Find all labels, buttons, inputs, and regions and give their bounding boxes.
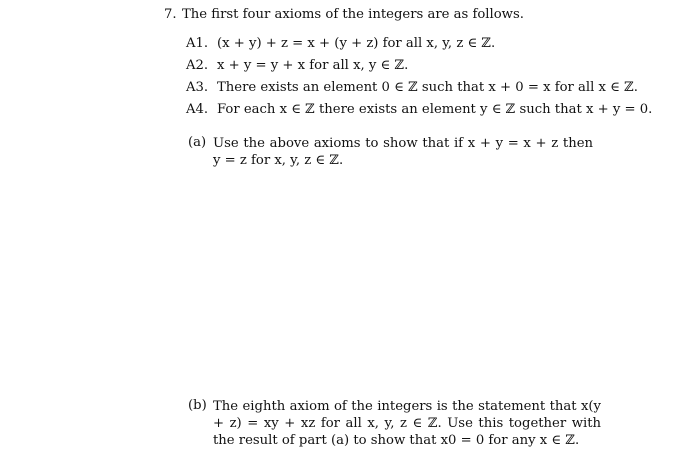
part-a-text: Use the above axioms to show that if x + y = x + z then y = z for x, y, z ∈ ℤ. [213, 136, 593, 168]
axiom-text-a3: There exists an element 0 ∈ ℤ such that x + 0 = x for all x ∈ ℤ. [217, 80, 638, 95]
question-number: 7. [164, 7, 177, 22]
question-intro: The first four axioms of the integers are as follows. [182, 7, 524, 22]
axiom-text-a4: For each x ∈ ℤ there exists an element y ∈ ℤ such that x + y = 0. [217, 102, 653, 117]
axiom-label-a4: A4. [186, 102, 209, 117]
axiom-text-a2: x + y = y + x for all x, y ∈ ℤ. [217, 58, 409, 73]
part-b-label: (b) [188, 398, 207, 413]
axiom-label-a3: A3. [186, 80, 209, 95]
axiom-text-a1: (x + y) + z = x + (y + z) for all x, y, z ∈ ℤ. [217, 36, 496, 51]
axiom-label-a2: A2. [186, 58, 209, 73]
axiom-label-a1: A1. [186, 36, 209, 51]
part-a-label: (a) [188, 135, 207, 150]
part-b-text: The eighth axiom of the integers is the statement that x(y + z) = xy + xz for all x, y, z ∈ ℤ. Use this together with the result of part (a) to show that x0 = 0 for any x ∈ ℤ. [213, 399, 601, 448]
